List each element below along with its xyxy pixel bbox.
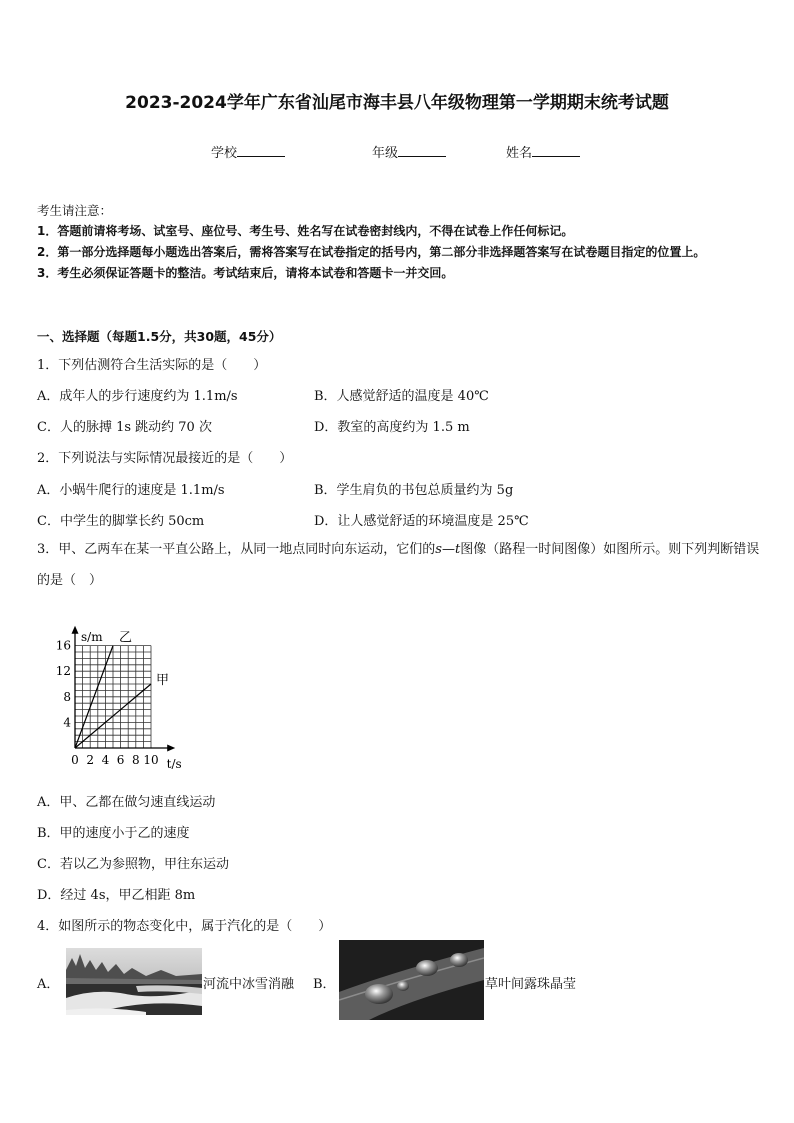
name-label: 姓名 [506,146,533,161]
grade-field [372,142,446,161]
melting-river-photo [66,948,202,1015]
q4-option-a-caption: 河流中冰雪消融 [203,977,295,992]
q3-stem-var: s—t [435,542,461,557]
notice-item-3: 3．考生必须保证答题卡的整洁。考试结束后，请将本试卷和答题卡一并交回。 [37,266,454,280]
name-field [506,142,580,161]
q4-option-a-letter: A． [37,977,60,992]
x-tick-label: 6 [116,753,125,767]
series-label-2: 甲 [156,673,170,688]
series-label-1: 乙 [119,630,133,646]
name-blank [532,144,580,157]
q2-stem: 2．下列说法与实际情况最接近的是（ ） [37,451,293,466]
x-tick-label: 8 [131,753,140,767]
q4-option-b-caption: 草叶间露珠晶莹 [485,977,577,992]
school-blank [237,144,285,157]
q2-option-d: D．让人感觉舒适的环境温度是 25℃ [314,514,529,529]
y-axis-label: s/m [81,629,103,644]
q1-option-d: D．教室的高度约为 1.5 m [314,420,470,435]
q2-option-c: C．中学生的脚掌长约 50cm [37,514,205,529]
notice-heading: 考生请注意： [37,203,113,218]
notice-item-1: 1．答题前请将考场、试室号、座位号、考生号、姓名写在试卷密封线内，不得在试卷上作任何标记。 [37,224,574,238]
x-tick-label: 0 [71,753,79,767]
x-axis-arrow [167,745,175,752]
dewdrop-grass-photo [339,940,484,1020]
notice-item-2: 2．第一部分选择题每小题选出答案后，需将答案写在试卷指定的括号内，第二部分非选择题答案写在试卷题目指定的位置上。 [37,245,706,259]
y-axis-arrow [72,626,79,634]
q3-option-a: A．甲、乙都在做匀速直线运动 [37,795,216,810]
q1-option-c: C．人的脉搏 1s 跳动约 70 次 [37,420,212,435]
school-label: 学校 [211,146,238,161]
st-graph [50,612,290,772]
grade-label: 年级 [372,146,399,161]
x-tick-label: 4 [101,753,110,767]
q1-stem: 1．下列估测符合生活实际的是（ ） [37,358,267,373]
q4-stem: 4．如图所示的物态变化中，属于汽化的是（ ） [37,919,332,934]
q3-stem [37,534,762,596]
q3-stem-a: 3．甲、乙两车在某一平直公路上，从同一地点同时向东运动，它们的 [37,542,436,557]
y-tick-label: 4 [63,715,71,730]
x-tick-label: 10 [143,753,159,767]
school-field [211,142,285,161]
x-tick-label: 2 [86,753,95,767]
q3-option-d: D．经过 4s，甲乙相距 8m [37,888,196,903]
page-title: 2023-2024学年广东省汕尾市海丰县八年级物理第一学期期末统考试题 [125,93,669,113]
q4-option-b-letter: B． [313,977,336,992]
section-heading: 一、选择题（每题1.5分，共30题，45分） [37,329,282,344]
y-tick-label: 16 [55,638,71,653]
q1-option-b: B．人感觉舒适的温度是 40℃ [314,389,489,404]
q3-option-b: B．甲的速度小于乙的速度 [37,826,190,841]
q3-stem-b: 图像（路程一时间图像）如图所示。则下列判断错误的是（ ） [37,542,760,588]
q2-option-b: B．学生肩负的书包总质量约为 5g [314,483,514,498]
q3-option-c: C．若以乙为参照物，甲往东运动 [37,857,229,872]
x-axis-label: t/s [166,757,182,771]
y-tick-label: 12 [55,664,71,679]
q2-option-a: A．小蜗牛爬行的速度是 1.1m/s [37,483,225,498]
notice-block [37,200,762,284]
y-tick-label: 8 [63,689,71,704]
q1-option-a: A．成年人的步行速度约为 1.1m/s [37,389,238,404]
grade-blank [398,144,446,157]
